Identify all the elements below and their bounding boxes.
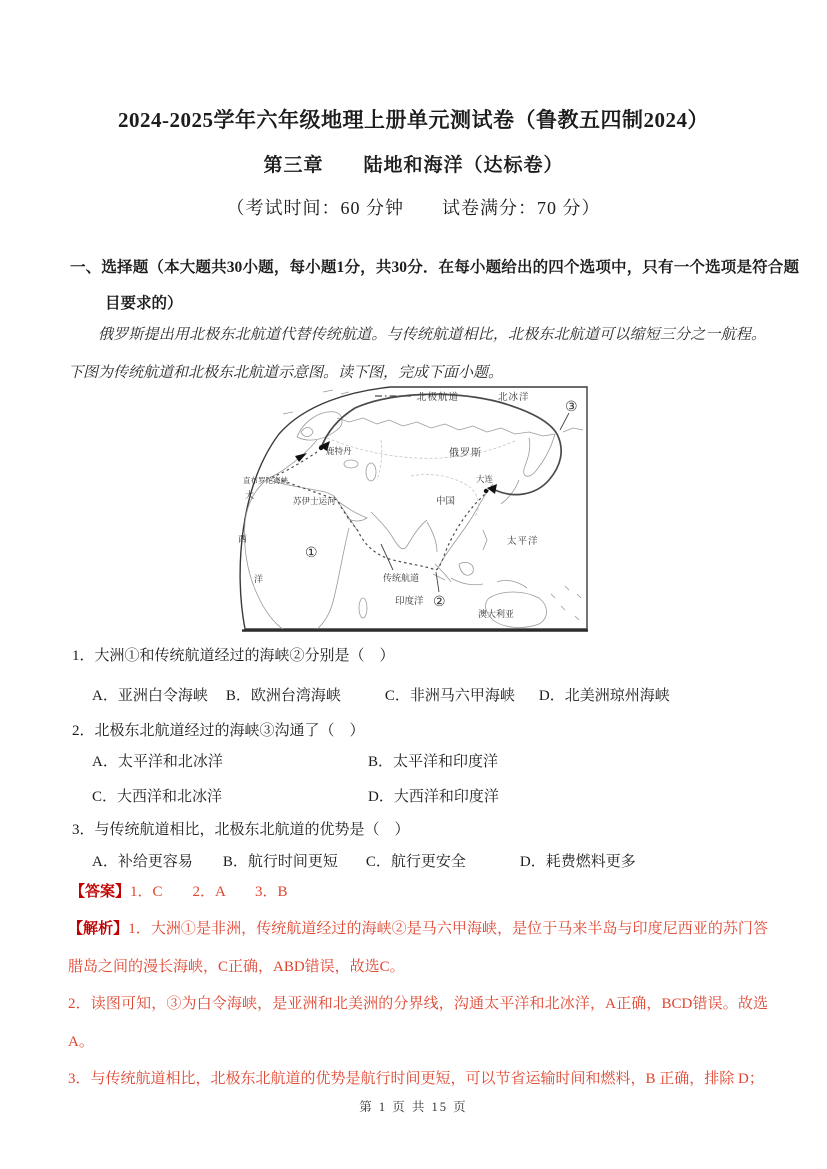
answer-text: 1．C 2．A 3．B — [130, 884, 288, 900]
question-2-stem: 2．北极东北航道经过的海峡③沟通了（ ） — [72, 723, 365, 739]
option-3C: C．航行更安全 — [365, 854, 466, 870]
paper-title: 2024-2025学年六年级地理上册单元测试卷（鲁教五四制2024） — [118, 108, 709, 132]
marker-2-icon: ② — [433, 595, 446, 610]
label-atlantic-1: 大 — [245, 490, 255, 500]
question-intro-paragraph: 俄罗斯提出用北极东北航道代替传统航道。与传统航道相比，北极东北航道可以缩短三分之一航程。下图为传统航道和北极东北航道示意图。读下图，完成下面小题。 — [68, 327, 766, 381]
answer-line — [70, 880, 288, 901]
option-2A: A．太平洋和北冰洋 — [92, 754, 223, 770]
option-1A: A．亚洲白令海峡 — [92, 688, 208, 704]
option-2C: C．大西洋和北冰洋 — [92, 789, 223, 805]
label-traditional-route: 传统航道 — [383, 573, 420, 583]
question-3-options — [92, 851, 636, 873]
label-arctic-ocean: 北冰洋 — [498, 393, 530, 403]
analysis-tag: 【解析】 — [68, 921, 129, 937]
question-1-stem: 1．大洲①和传统航道经过的海峡②分别是（ ） — [72, 648, 395, 664]
question-3-stem: 3．与传统航道相比，北极东北航道的优势是（ ） — [72, 822, 410, 838]
label-gibraltar: 直布罗陀海峡 — [243, 476, 288, 485]
page-number-footer: 第 1 页 共 15 页 — [359, 1100, 468, 1114]
answer-tag: 【答案】 — [70, 884, 131, 900]
option-1D: D．北美洲琼州海峡 — [538, 688, 670, 704]
label-indian-ocean: 印度洋 — [395, 597, 424, 607]
route-map — [231, 380, 597, 638]
route-map-svg — [231, 380, 597, 638]
option-2D: D．大西洋和印度洋 — [368, 789, 499, 805]
analysis-text-1: 1．大洲①是非洲，传统航道经过的海峡②是马六甲海峡，是位于马来半岛与印度尼西亚的苏门答腊岛之间的漫长海峡，C正确，ABD错误，故选C。 — [68, 921, 768, 975]
dalian-dot — [484, 489, 488, 493]
option-3A: A．补给更容易 — [92, 854, 193, 870]
analysis-paragraph-1 — [68, 911, 768, 986]
label-china: 中国 — [436, 497, 456, 507]
label-atlantic-2: 西 — [238, 534, 248, 544]
label-dalian: 大连 — [476, 474, 494, 484]
exam-info: （考试时间：60 分钟 试卷满分：70 分） — [226, 198, 601, 218]
label-russia: 俄罗斯 — [449, 448, 482, 459]
label-pacific-ocean: 太平洋 — [507, 537, 539, 547]
section-heading: 一、选择题（本大题共30小题，每小题1分，共30分．在每小题给出的四个选项中，只有一个选项是符合题目要求的） — [70, 259, 799, 312]
question-1-options — [92, 685, 670, 707]
option-1B: B．欧洲台湾海峡 — [225, 688, 341, 704]
analysis-paragraph-2: 2．读图可知，③为白令海峡，是亚洲和北美洲的分界线，沟通太平洋和北冰洋，A正确，BCD错误。故选A。 — [68, 996, 768, 1050]
analysis-paragraph-3: 3．与传统航道相比，北极东北航道的优势是航行时间更短，可以节省运输时间和燃料，B 正确，排除 D； — [68, 1071, 764, 1087]
marker-1-icon: ① — [305, 546, 318, 561]
option-3D: D．耗费燃料更多 — [519, 854, 636, 870]
chapter-title: 第三章 陆地和海洋（达标卷） — [263, 155, 564, 176]
question-2-options — [92, 751, 499, 808]
label-arctic-route: 北极航道 — [417, 393, 460, 403]
option-2B: B．太平洋和印度洋 — [368, 754, 499, 770]
option-3B: B．航行时间更短 — [222, 854, 338, 870]
label-atlantic-3: 洋 — [254, 574, 264, 584]
option-1C: C．非洲马六甲海峡 — [384, 688, 515, 704]
rotterdam-dot — [319, 446, 323, 450]
analysis-block — [68, 911, 768, 1099]
label-suez: 苏伊士运河 — [293, 496, 336, 506]
label-australia: 澳大利亚 — [478, 609, 515, 619]
marker-3-icon: ③ — [565, 400, 578, 415]
label-rotterdam: 鹿特丹 — [326, 446, 352, 456]
